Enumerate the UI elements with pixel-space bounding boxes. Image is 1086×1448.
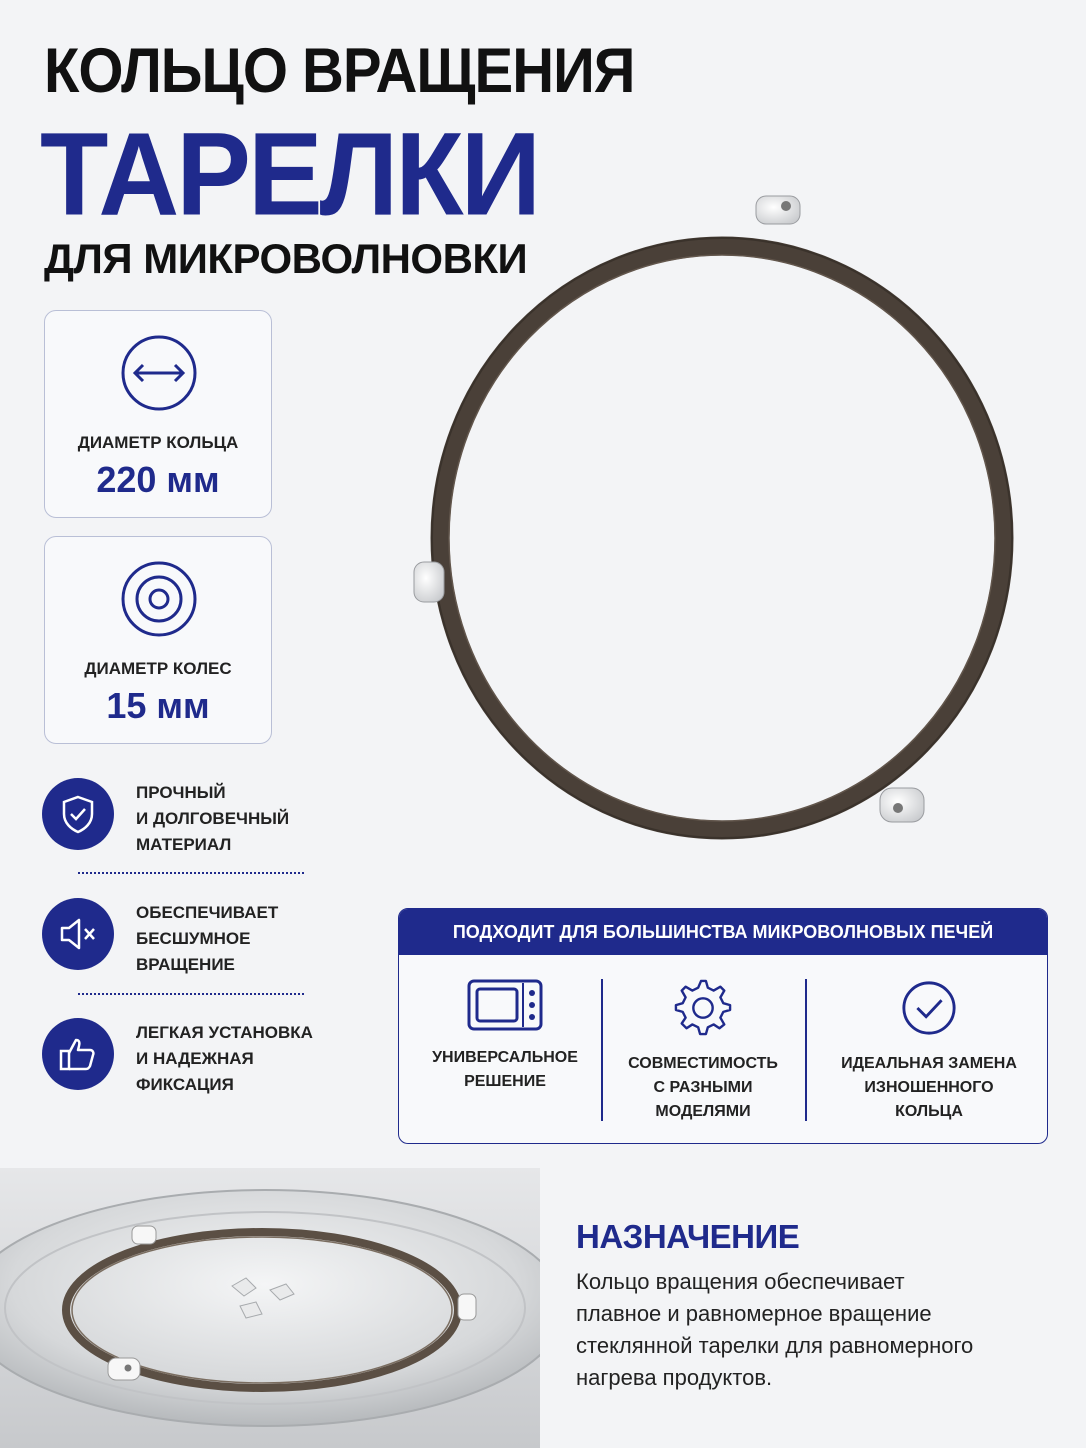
- installed-ring-photo: [0, 1168, 540, 1448]
- compat-text: КОЛЬЦА: [895, 1103, 963, 1120]
- wheel-top: [756, 196, 800, 224]
- title-line-1: КОЛЬЦО ВРАЩЕНИЯ: [44, 35, 635, 106]
- diameter-arrow-icon: [119, 333, 199, 413]
- purpose-title: НАЗНАЧЕНИЕ: [576, 1218, 800, 1255]
- compatibility-box: [398, 908, 1048, 1144]
- compat-text: С РАЗНЫМИ: [653, 1079, 753, 1096]
- feature-silent: [42, 898, 322, 988]
- compat-text: ИЗНОШЕННОГО: [864, 1079, 994, 1096]
- compat-text: МОДЕЛЯМИ: [655, 1103, 751, 1120]
- feature-durable: [42, 778, 322, 868]
- wheel: [132, 1226, 156, 1244]
- compat-text: ИДЕАЛЬНАЯ ЗАМЕНА: [841, 1055, 1017, 1072]
- wheel-left: [414, 562, 444, 602]
- gear-icon: [674, 979, 732, 1037]
- purpose-line: плавное и равномерное вращение: [576, 1301, 932, 1326]
- purpose-text: [576, 1266, 1056, 1394]
- speaker-mute-icon: [56, 912, 100, 956]
- compat-item-compatibility: [603, 979, 803, 1124]
- purpose-line: Кольцо вращения обеспечивает: [576, 1269, 905, 1294]
- title-line-2: ТАРЕЛКИ: [40, 108, 539, 240]
- check-circle-icon: [900, 979, 958, 1037]
- spec-card-ring-diameter: [44, 310, 272, 518]
- compat-item-replacement: [819, 979, 1039, 1124]
- feature-text: БЕСШУМНОЕ: [136, 929, 251, 948]
- compat-item-universal: [405, 979, 605, 1094]
- wheel: [108, 1358, 140, 1380]
- compat-text: СОВМЕСТИМОСТЬ: [628, 1055, 778, 1072]
- column-divider: [805, 979, 807, 1121]
- wheel-bottom-right: [880, 788, 924, 822]
- wheel-circles-icon: [119, 559, 199, 639]
- purpose-line: нагрева продуктов.: [576, 1365, 773, 1390]
- feature-text: ОБЕСПЕЧИВАЕТ: [136, 903, 279, 922]
- title-line-3: ДЛЯ МИКРОВОЛНОВКИ: [44, 235, 528, 282]
- divider: [78, 993, 304, 995]
- divider: [78, 872, 304, 874]
- feature-installation: [42, 1018, 322, 1108]
- spec-value: 220 мм: [96, 459, 220, 500]
- compat-text: РЕШЕНИЕ: [464, 1073, 546, 1090]
- shield-check-icon: [56, 792, 100, 836]
- compat-text: УНИВЕРСАЛЬНОЕ: [432, 1049, 578, 1066]
- spec-value: 15 мм: [106, 685, 210, 726]
- feature-text: ПРОЧНЫЙ: [136, 783, 226, 802]
- purpose-line: стеклянной тарелки для равномерного: [576, 1333, 974, 1358]
- feature-text: И ДОЛГОВЕЧНЫЙ: [136, 809, 290, 828]
- feature-text: ЛЕГКАЯ УСТАНОВКА: [136, 1023, 313, 1042]
- spec-label: ДИАМЕТР КОЛЕС: [84, 659, 232, 678]
- compatibility-header: ПОДХОДИТ ДЛЯ БОЛЬШИНСТВА МИКРОВОЛНОВЫХ ПЕЧЕЙ: [399, 909, 1047, 955]
- microwave-icon: [467, 979, 543, 1031]
- feature-text: ВРАЩЕНИЕ: [136, 955, 235, 974]
- spec-card-wheel-diameter: [44, 536, 272, 744]
- spec-label: ДИАМЕТР КОЛЬЦА: [77, 433, 239, 452]
- feature-text: МАТЕРИАЛ: [136, 835, 232, 854]
- feature-text: ФИКСАЦИЯ: [136, 1075, 234, 1094]
- rotation-ring-image: [400, 180, 1040, 860]
- thumbs-up-icon: [56, 1032, 100, 1076]
- feature-text: И НАДЕЖНАЯ: [136, 1049, 254, 1068]
- wheel: [458, 1294, 476, 1320]
